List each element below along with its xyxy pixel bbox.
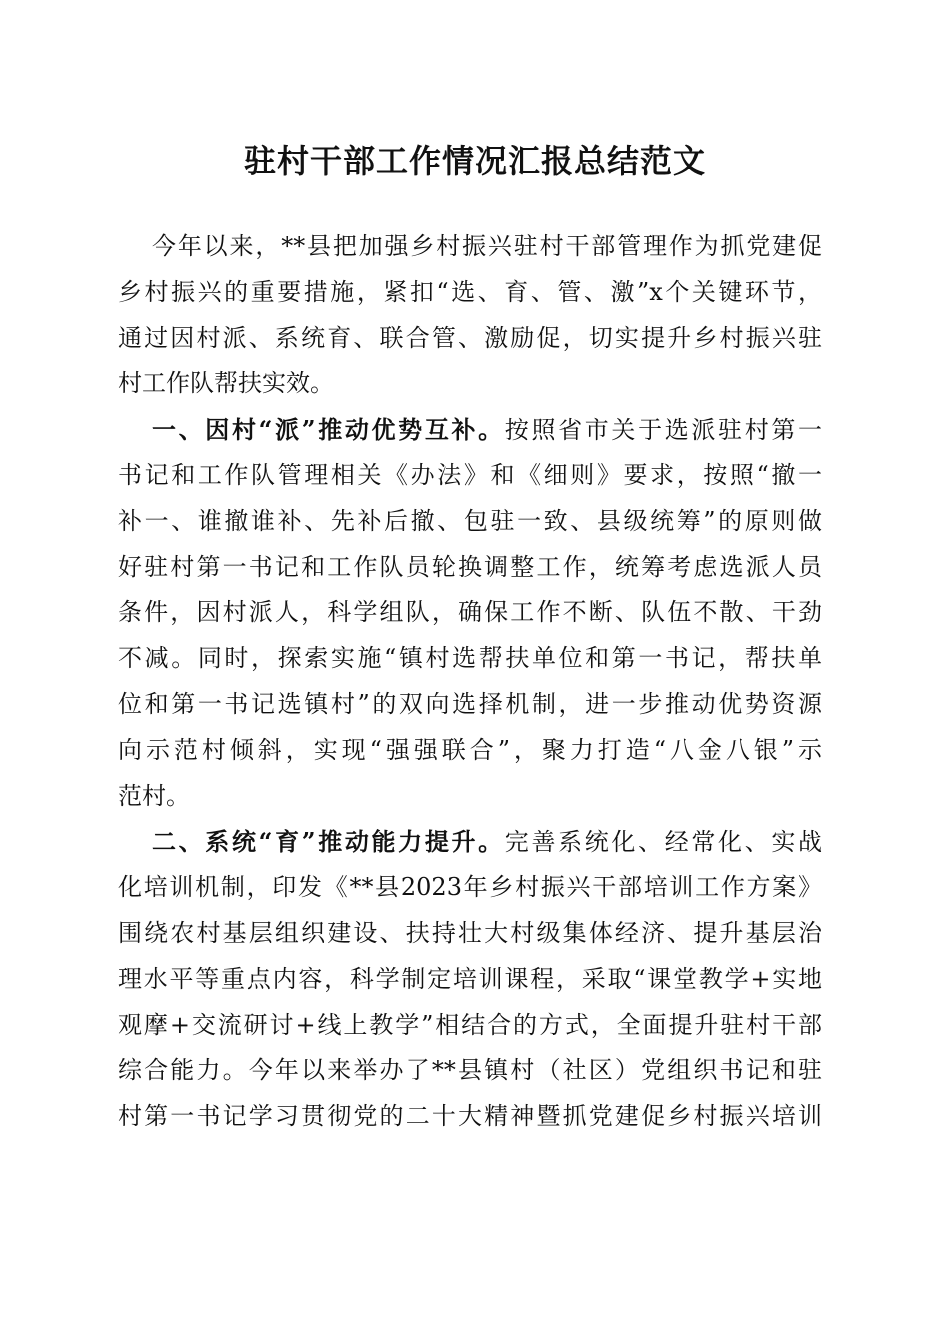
text-line: 乡村振兴的重要措施，紧扣“选、育、管、激”x个关键环节， bbox=[118, 277, 822, 306]
section-heading: 一、因村“派”推动优势互补。 bbox=[152, 415, 505, 445]
text-line: 综合能力。今年以来举办了**县镇村（社区）党组织书记和驻 bbox=[118, 1056, 822, 1085]
text-span: 按照省市关于选派驻村第一 bbox=[504, 416, 823, 445]
paragraph-section-1 bbox=[118, 407, 822, 819]
text-line bbox=[118, 407, 822, 453]
text-line: 不减。同时，探索实施“镇村选帮扶单位和第一书记，帮扶单 bbox=[118, 644, 822, 673]
text-line: 观摩+交流研讨+线上教学”相结合的方式，全面提升驻村干部 bbox=[118, 1010, 822, 1039]
paragraph-intro bbox=[118, 224, 822, 407]
section-heading: 二、系统“育”推动能力提升。 bbox=[152, 827, 505, 857]
text-line: 好驻村第一书记和工作队员轮换调整工作，统筹考虑选派人员 bbox=[118, 552, 822, 581]
text-line: 通过因村派、系统育、联合管、激励促，切实提升乡村振兴驻 bbox=[118, 323, 822, 352]
text-line: 化培训机制，印发《**县2023年乡村振兴干部培训工作方案》 bbox=[118, 873, 822, 902]
text-line: 书记和工作队管理相关《办法》和《细则》要求，按照“撤一 bbox=[118, 460, 822, 489]
text-line: 向示范村倾斜，实现“强强联合”，聚力打造“八金八银”示 bbox=[118, 735, 822, 764]
document-title: 驻村干部工作情况汇报总结范文 bbox=[243, 142, 706, 180]
document-body bbox=[118, 224, 822, 1140]
text-line: 位和第一书记选镇村”的双向选择机制，进一步推动优势资源 bbox=[118, 689, 822, 718]
text-line: 条件，因村派人，科学组队，确保工作不断、队伍不散、干劲 bbox=[118, 598, 822, 627]
paragraph-section-2 bbox=[118, 819, 822, 1140]
text-line: 范村。 bbox=[118, 781, 190, 810]
text-line: 补一、谁撤谁补、先补后撤、包驻一致、县级统筹”的原则做 bbox=[118, 506, 822, 535]
text-line: 今年以来，**县把加强乡村振兴驻村干部管理作为抓党建促 bbox=[152, 232, 822, 260]
text-line: 围绕农村基层组织建设、扶持壮大村级集体经济、提升基层治 bbox=[118, 918, 822, 947]
text-line bbox=[118, 819, 822, 865]
text-line: 村第一书记学习贯彻党的二十大精神暨抓党建促乡村振兴培训 bbox=[118, 1102, 822, 1131]
text-span: 完善系统化、经常化、实战 bbox=[504, 828, 823, 857]
text-line: 村工作队帮扶实效。 bbox=[118, 369, 334, 398]
text-line: 理水平等重点内容，科学制定培训课程，采取“课堂教学+实地 bbox=[118, 964, 822, 993]
